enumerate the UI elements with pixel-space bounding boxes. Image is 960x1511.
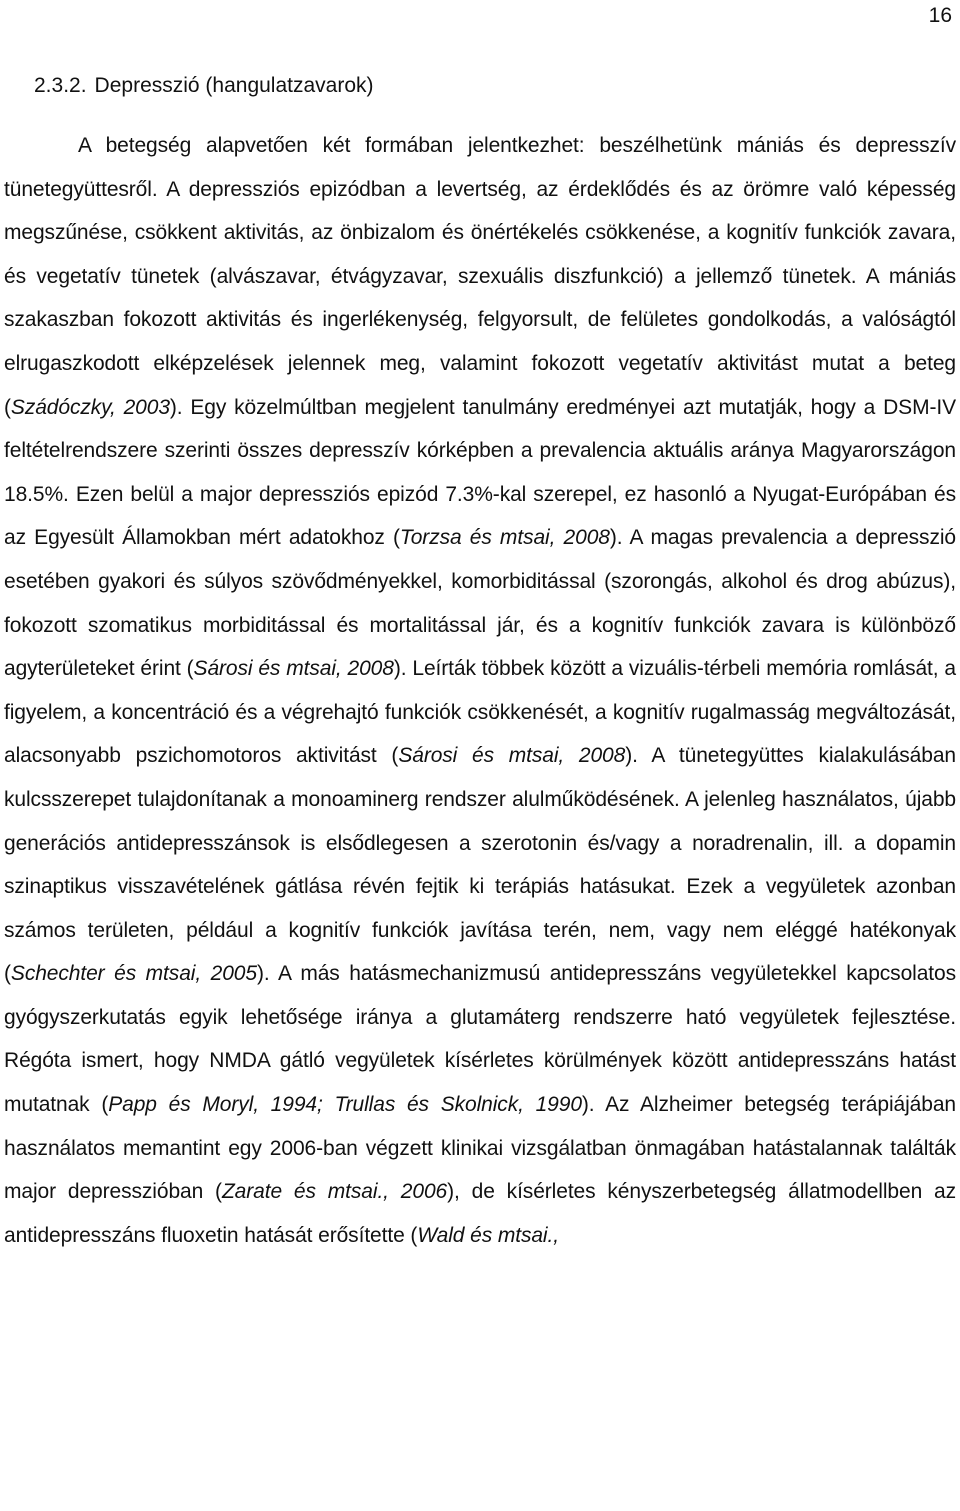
section-heading — [34, 71, 374, 101]
text-segment: A betegség alapvetően két formában jelentkezhet: beszélhetünk mániás és depresszív tünetegyüttesről. A depressziós epizódban a levertség, az érdeklődés és az örömre való képesség megszűnése, csökkent aktivitás, az önbizalom és önértékelés csökkenése, a kognitív funkciók zavara, és vegetatív tünetek (alvászavar, étvágyzavar, szexuális diszfunkció) a jellemző tünetek. A mániás szakaszban fokozott aktivitás és ingerlékenység, felgyorsult, de felületes gondolkodás, a valóságtól elrugaszkodott elképzelések jelennek meg, valamint fokozott vegetatív aktivitást mutat a beteg ( — [4, 134, 956, 419]
citation: Torzsa és mtsai, 2008 — [399, 526, 610, 550]
text-segment: ). A más hatásmechanizmusú antidepresszáns vegyületekkel kapcsolatos gyógyszerkutatás egyik lehetősége iránya a glutamáterg rendszerre ható vegyületek fejlesztése. Régóta ismert, hogy NMDA gátló vegyületek kísérletes körülmények között antidepresszáns hatást mutatnak ( — [4, 962, 957, 1117]
text-segment: ). Egy közelmúltban megjelent tanulmány eredményei azt mutatják, hogy a DSM-IV feltételrendszere szerinti összes depresszív kórképben a prevalencia aktuális aránya Magyarországon 18.5%. Ezen belül a major depressziós epizód 7.3%-kal szerepel, ez hasonló a Nyugat-Európában és az Egyesült Államokban mért adatokhoz ( — [4, 395, 956, 550]
text-segment: ). A magas prevalencia a depresszió esetében gyakori és súlyos szövődményekkel, komorbiditással (szorongás, alkohol és drog abúzus), fokozott szomatikus morbiditással és mortalitással jár, és a kognitív funkciók zavara is különböző agyterületeket érint ( — [4, 526, 956, 681]
text-segment: ). Az Alzheimer betegség terápiájában használatos memantint egy 2006-ban végzett klinikai vizsgálatban önmagában hatástalannak találták major depresszióban ( — [4, 1093, 956, 1204]
page-number: 16 — [928, 4, 952, 27]
citation: Szádóczky, 2003 — [10, 395, 170, 419]
text-segment: ), de kísérletes kényszerbetegség állatmodellben az antidepresszáns fluoxetin hatását erősítette ( — [4, 1180, 957, 1247]
section-title: Depresszió (hangulatzavarok) — [94, 74, 374, 97]
citation: Sárosi és mtsai, 2008 — [193, 657, 394, 681]
citation: Schechter és mtsai, 2005 — [10, 962, 257, 986]
citation: Zarate és mtsai., 2006 — [221, 1180, 448, 1204]
citation: Papp és Moryl, 1994; Trullas és Skolnick, 1990 — [108, 1093, 582, 1117]
section-number: 2.3.2. — [34, 74, 87, 97]
body-paragraph — [4, 124, 956, 1257]
citation: Sárosi és mtsai, 2008 — [398, 744, 626, 768]
text-segment: ). Leírták többek között a vizuális-térbeli memória romlását, a figyelem, a koncentráció és a végrehajtó funkciók csökkenését, a kognitív rugalmasság megváltozását, alacsonyabb pszichomotoros aktivitást ( — [4, 657, 956, 768]
text-segment: ). A tünetegyüttes kialakulásában kulcsszerepet tulajdonítanak a monoaminerg rendszer alulműködésének. A jelenleg használatos, újabb generációs antidepresszánsok is elsődlegesen a szerotonin és/vagy a noradrenalin, ill. a dopamin szinaptikus visszavételének gátlása révén fejtik ki terápiás hatásukat. Ezek a vegyületek azonban számos területen, például a kognitív funkciók javítása terén, nem, vagy nem eléggé hatékonyak ( — [4, 744, 956, 986]
citation: Wald és mtsai., — [417, 1223, 559, 1247]
